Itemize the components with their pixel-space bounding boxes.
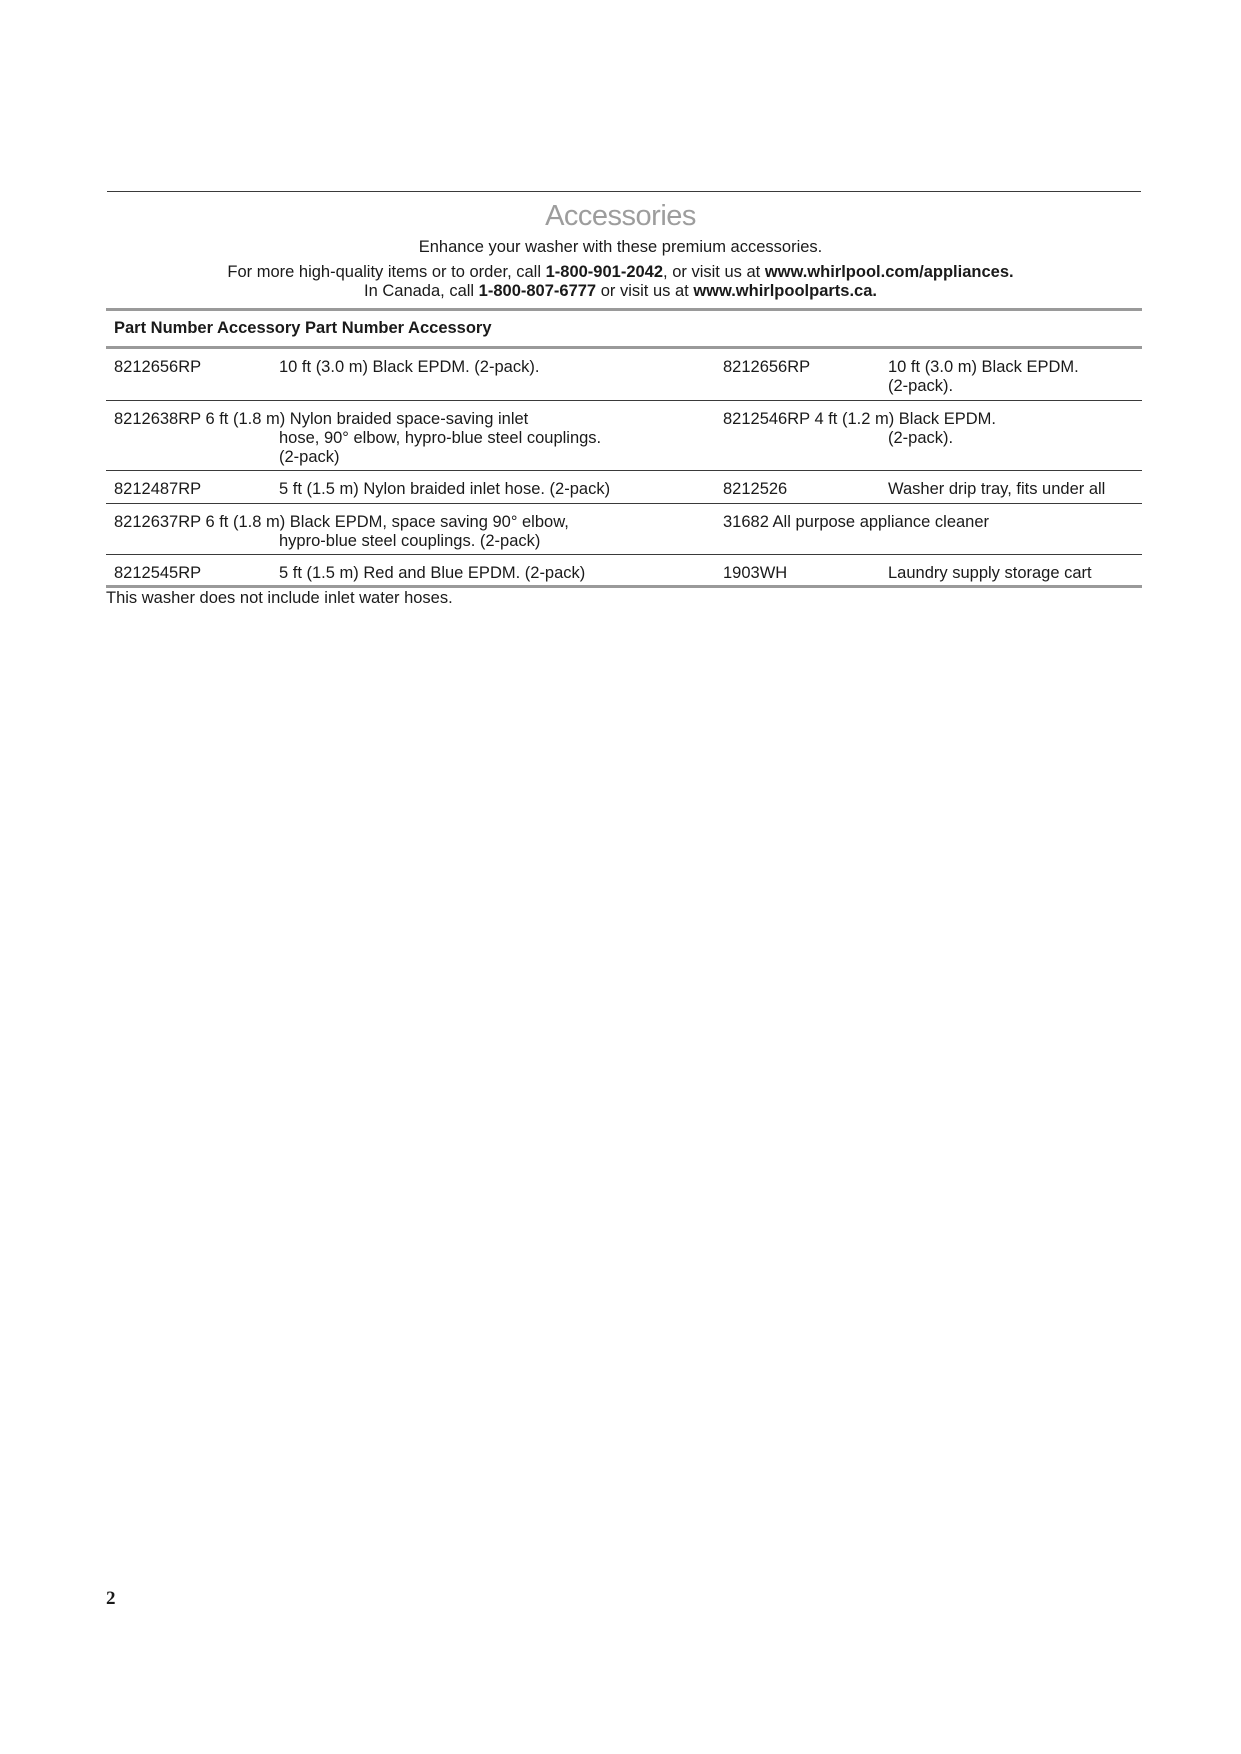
page-title: Accessories — [545, 200, 696, 232]
hose-note: This washer does not include inlet water hoses. — [106, 589, 453, 607]
us-contact-line — [0, 263, 1241, 282]
left-accessory: 10 ft (3.0 m) Black EPDM. (2-pack). — [279, 358, 540, 376]
left-part-number: 8212637RP 6 ft (1.8 m) Black EPDM, space saving 90° elbow, — [114, 513, 569, 531]
left-part-number: 8212487RP — [114, 480, 202, 498]
right-accessory: (2-pack). — [888, 429, 954, 447]
us-phone: 1-800-901-2042 — [545, 263, 664, 281]
top-rule — [107, 191, 1141, 192]
table-row — [106, 555, 1142, 585]
table-header: Part Number Accessory Part Number Accessory — [114, 319, 492, 337]
left-accessory: hose, 90° elbow, hypro-blue steel couplings. (2-pack) — [279, 429, 602, 466]
left-accessory: 5 ft (1.5 m) Red and Blue EPDM. (2-pack) — [279, 564, 586, 582]
ca-prefix: In Canada, call — [364, 282, 479, 300]
right-part-number: 8212656RP — [723, 358, 811, 376]
accessories-table — [106, 308, 1142, 588]
left-part-number: 8212638RP 6 ft (1.8 m) Nylon braided space-saving inlet — [114, 410, 529, 428]
ca-mid: or visit us at — [596, 282, 694, 300]
intro-text: Enhance your washer with these premium accessories. — [418, 238, 823, 256]
table-row — [106, 471, 1142, 503]
left-part-number: 8212656RP — [114, 358, 202, 376]
right-accessory: Washer drip tray, fits under all — [888, 480, 1106, 498]
table-row — [106, 504, 1142, 554]
table-row — [106, 349, 1142, 400]
ca-url: www.whirlpoolparts.ca. — [693, 282, 877, 300]
table-bottom-rule — [106, 585, 1142, 588]
right-part-number: 8212546RP 4 ft (1.2 m) Black EPDM. — [723, 410, 996, 428]
right-part-number: 31682 All purpose appliance cleaner — [723, 513, 990, 531]
canada-contact-line — [0, 282, 1241, 301]
table-row — [106, 401, 1142, 470]
page-number: 2 — [106, 1588, 116, 1609]
right-accessory: Laundry supply storage cart — [888, 564, 1092, 582]
us-mid: , or visit us at — [663, 263, 765, 281]
us-prefix: For more high-quality items or to order, call — [227, 263, 546, 281]
left-part-number: 8212545RP — [114, 564, 202, 582]
right-accessory: 10 ft (3.0 m) Black EPDM. (2-pack). — [888, 358, 1079, 395]
right-part-number: 1903WH — [723, 564, 788, 582]
ca-phone: 1-800-807-6777 — [478, 282, 597, 300]
left-accessory: 5 ft (1.5 m) Nylon braided inlet hose. (2-pack) — [279, 480, 611, 498]
right-part-number: 8212526 — [723, 480, 788, 498]
us-url: www.whirlpool.com/appliances. — [764, 263, 1014, 281]
left-accessory: hypro-blue steel couplings. (2-pack) — [279, 532, 541, 550]
